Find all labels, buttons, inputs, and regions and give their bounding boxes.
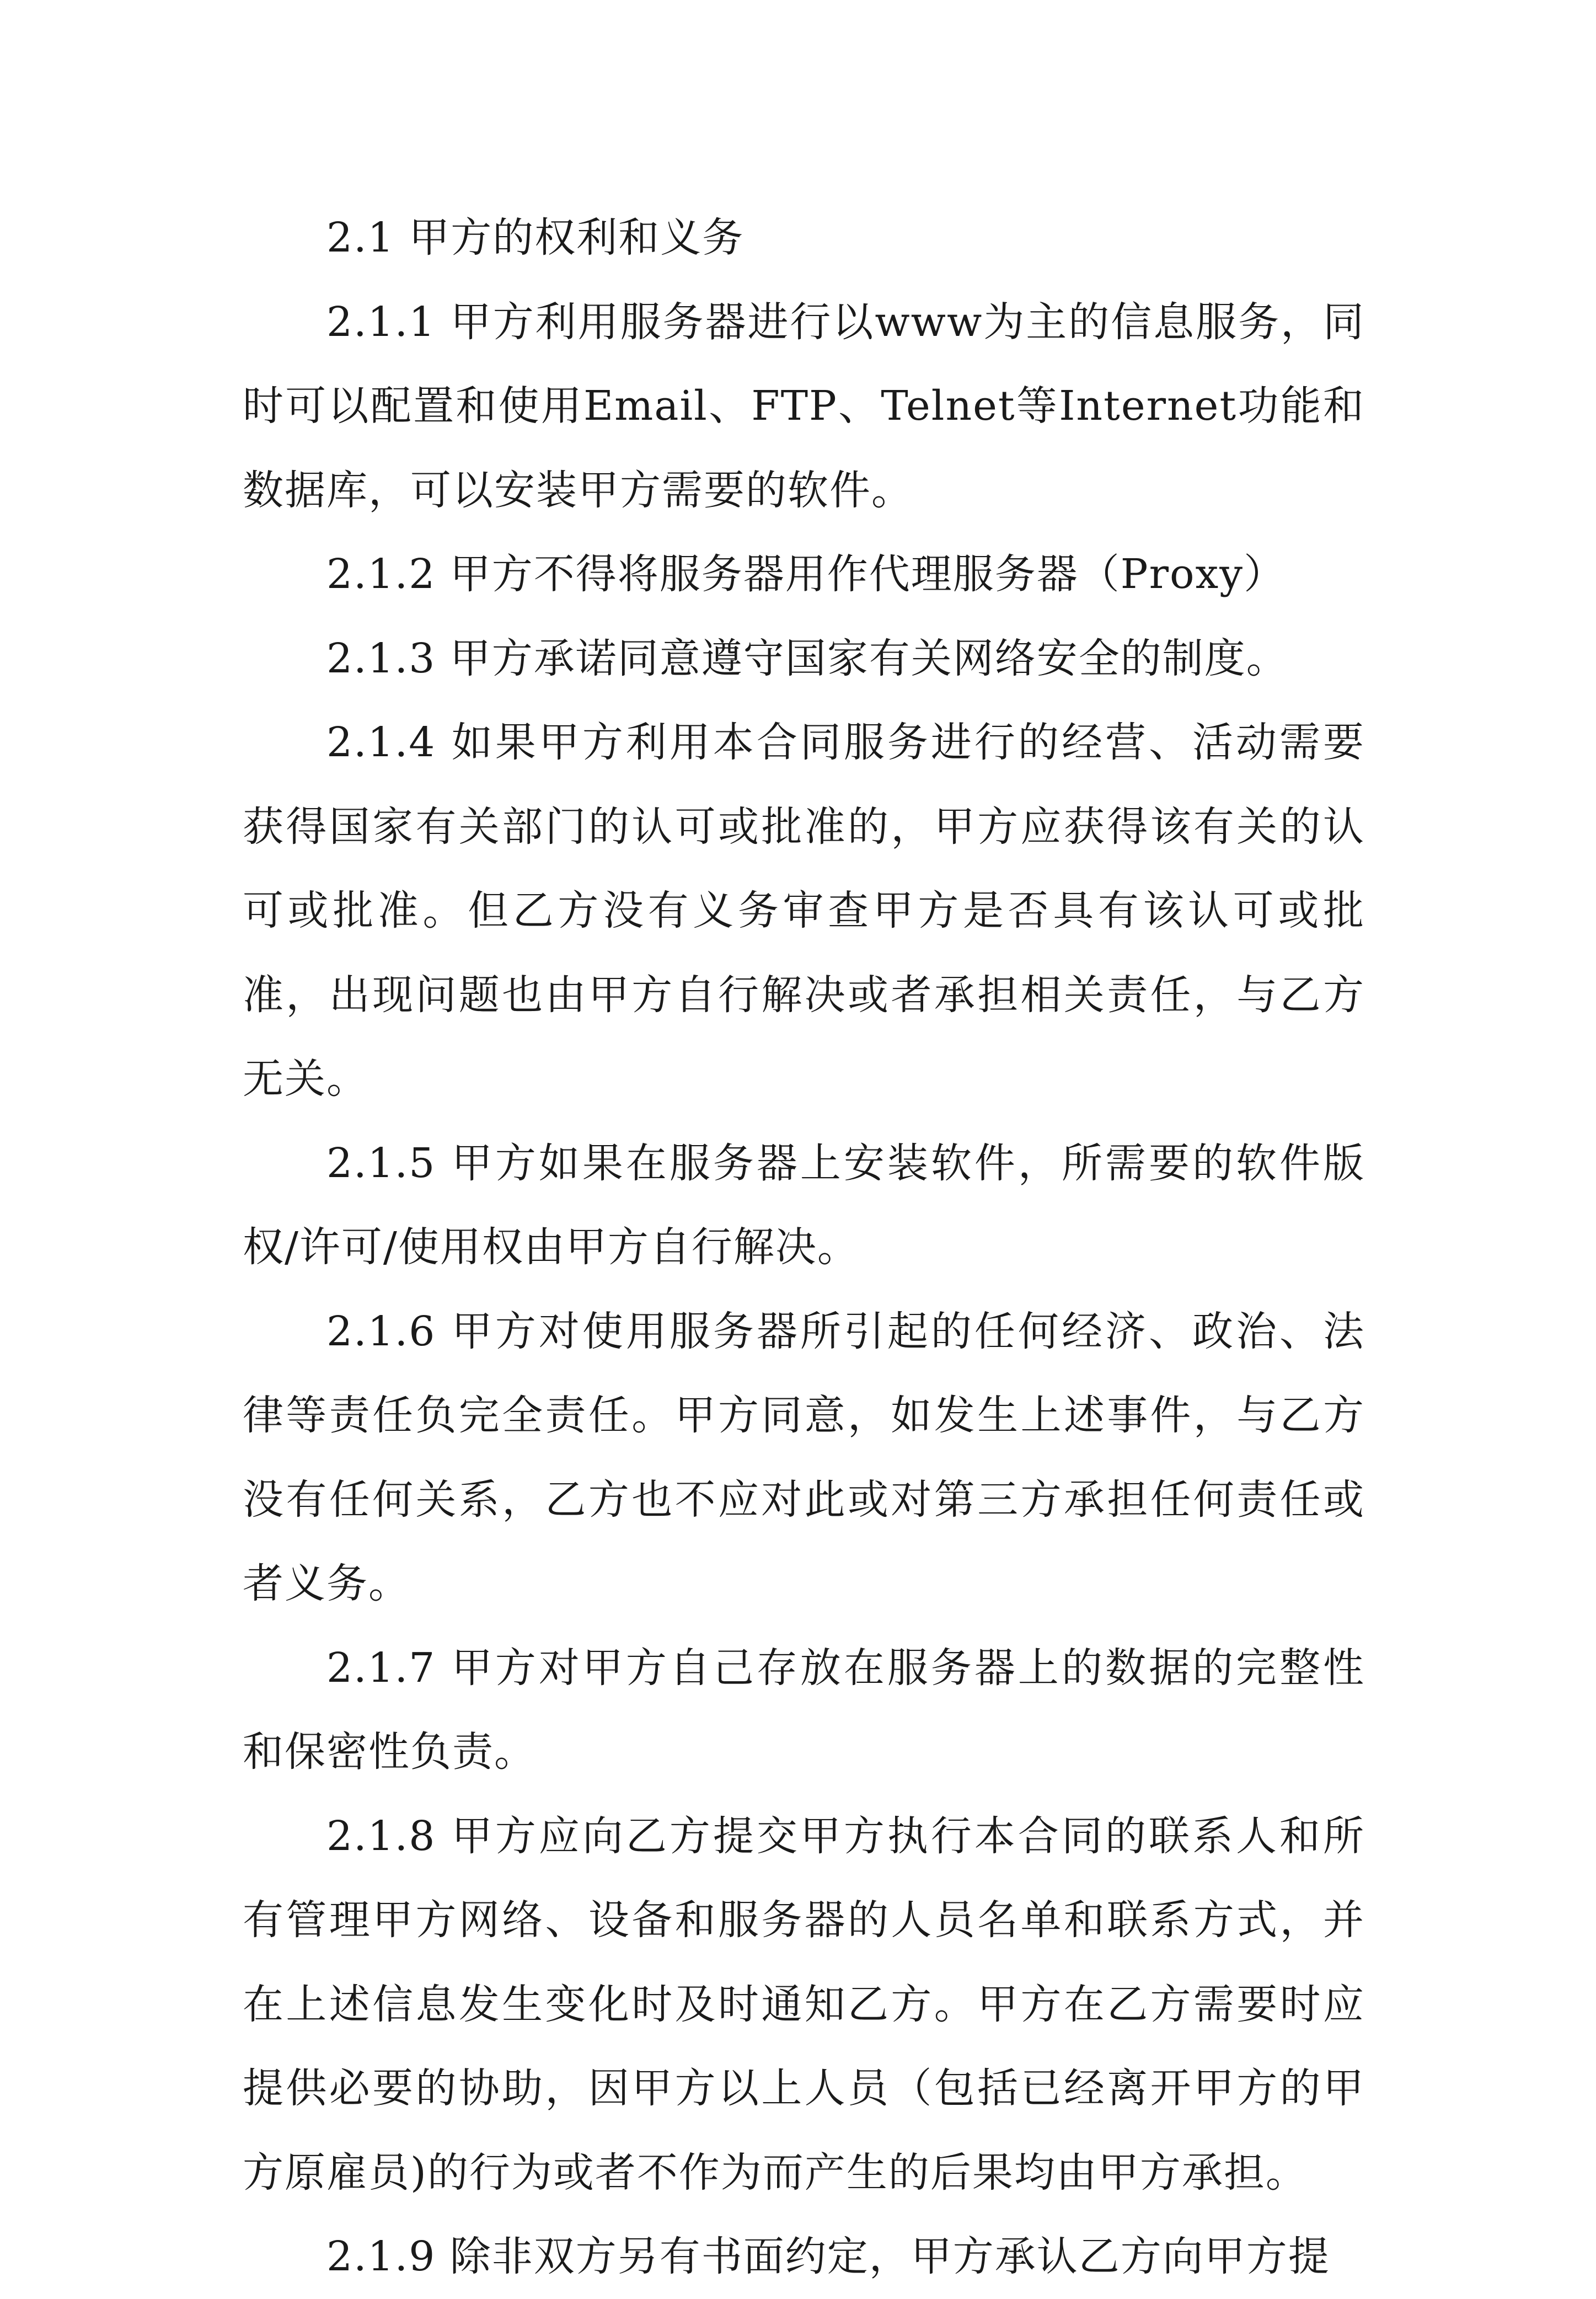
clause-2-1-2: 2.1.2 甲方不得将服务器用作代理服务器（Proxy） [326,550,1286,598]
section-heading: 2.1 甲方的权利和义务 [326,214,745,261]
clause-2-1-5: 2.1.5 甲方如果在服务器上安装软件，所需要的软件版权/许可/使用权由甲方自行解决。 [243,1139,1365,1271]
clause-2-1-9: 2.1.9 除非双方另有书面约定，甲方承认乙方向甲方提 [326,2233,1330,2280]
document-body [243,196,1365,2299]
clause-2-1-8: 2.1.8 甲方应向乙方提交甲方执行本合同的联系人和所有管理甲方网络、设备和服务器的人员名单和联系方式，并在上述信息发生变化时及时通知乙方。甲方在乙方需要时应提供必要的协助，因甲方以上人员（包括已经离开甲方的甲方原雇员)的行为或者不作为而产生的后果均由甲方承担。 [243,1812,1365,2196]
clause-2-1-6: 2.1.6 甲方对使用服务器所引起的任何经济、政治、法律等责任负完全责任。甲方同意，如发生上述事件，与乙方没有任何关系，乙方也不应对此或对第三方承担任何责任或者义务。 [243,1307,1365,1607]
clause-2-1-4: 2.1.4 如果甲方利用本合同服务进行的经营、活动需要获得国家有关部门的认可或批准的，甲方应获得该有关的认可或批准。但乙方没有义务审查甲方是否具有该认可或批准，出现问题也由甲方自行解决或者承担相关责任，与乙方无关。 [243,719,1365,1103]
clause-2-1-1: 2.1.1 甲方利用服务器进行以www为主的信息服务，同时可以配置和使用Email、FTP、Telnet等Internet功能和数据库，可以安装甲方需要的软件。 [243,298,1365,514]
clause-2-1-3: 2.1.3 甲方承诺同意遵守国家有关网络安全的制度。 [326,634,1288,682]
clause-2-1-7: 2.1.7 甲方对甲方自己存放在服务器上的数据的完整性和保密性负责。 [243,1644,1365,1776]
